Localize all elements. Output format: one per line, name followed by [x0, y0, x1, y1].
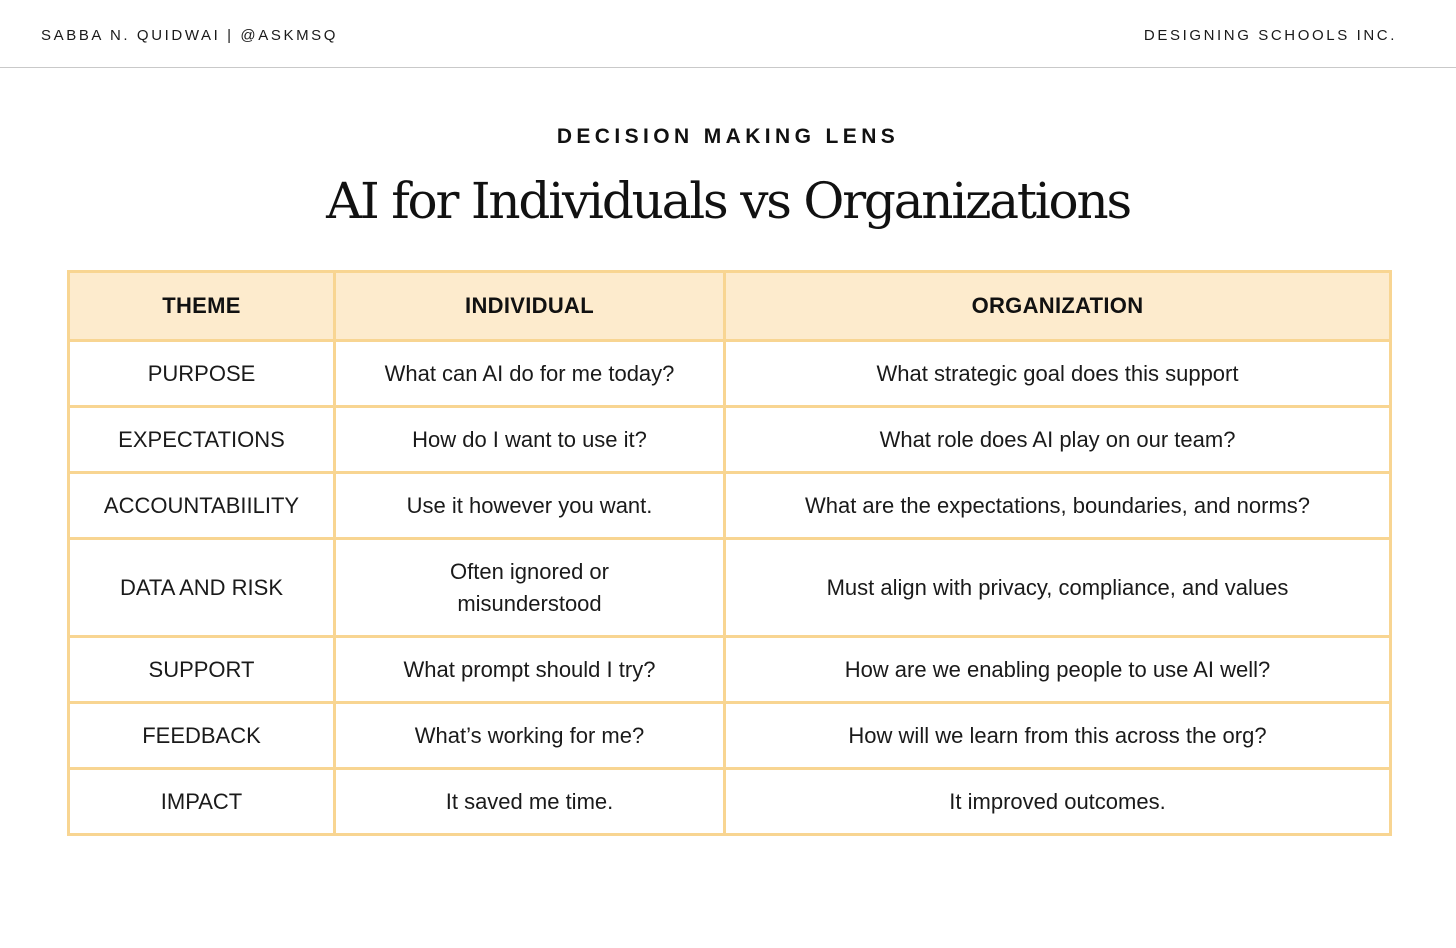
individual-cell: How do I want to use it? — [335, 407, 725, 473]
theme-cell: PURPOSE — [69, 341, 335, 407]
individual-cell — [335, 539, 725, 637]
organization-cell: What strategic goal does this support — [725, 341, 1391, 407]
individual-cell: What prompt should I try? — [335, 637, 725, 703]
organization-cell: It improved outcomes. — [725, 769, 1391, 835]
table-row — [69, 769, 1391, 835]
individual-cell-line: misunderstood — [457, 590, 602, 616]
table-header-row — [69, 272, 1391, 341]
individual-cell: What can AI do for me today? — [335, 341, 725, 407]
comparison-table — [67, 270, 1392, 836]
table-row — [69, 539, 1391, 637]
table-row — [69, 637, 1391, 703]
individual-cell-line: Often ignored or — [450, 558, 609, 584]
top-bar — [0, 0, 1456, 68]
organization-name: DESIGNING SCHOOLS INC. — [1143, 27, 1397, 44]
theme-cell: FEEDBACK — [69, 703, 335, 769]
table-row — [69, 473, 1391, 539]
organization-cell: Must align with privacy, compliance, and values — [725, 539, 1391, 637]
theme-cell: IMPACT — [69, 769, 335, 835]
theme-cell: ACCOUNTABIILITY — [69, 473, 335, 539]
organization-cell: What are the expectations, boundaries, and norms? — [725, 473, 1391, 539]
column-header-theme: THEME — [69, 272, 335, 341]
organization-cell: How are we enabling people to use AI well? — [725, 637, 1391, 703]
author-handle: SABBA N. QUIDWAI | @ASKMSQ — [41, 27, 339, 44]
organization-cell: How will we learn from this across the org? — [725, 703, 1391, 769]
section-kicker: DECISION MAKING LENS — [556, 125, 900, 148]
table-row — [69, 341, 1391, 407]
table-row — [69, 407, 1391, 473]
theme-cell: EXPECTATIONS — [69, 407, 335, 473]
theme-cell: SUPPORT — [69, 637, 335, 703]
column-header-individual: INDIVIDUAL — [335, 272, 725, 341]
theme-cell: DATA AND RISK — [69, 539, 335, 637]
individual-cell: It saved me time. — [335, 769, 725, 835]
page-title: AI for Individuals vs Organizations — [326, 172, 1130, 230]
individual-cell: Use it however you want. — [335, 473, 725, 539]
table-row — [69, 703, 1391, 769]
organization-cell: What role does AI play on our team? — [725, 407, 1391, 473]
individual-cell: What’s working for me? — [335, 703, 725, 769]
column-header-organization: ORGANIZATION — [725, 272, 1391, 341]
